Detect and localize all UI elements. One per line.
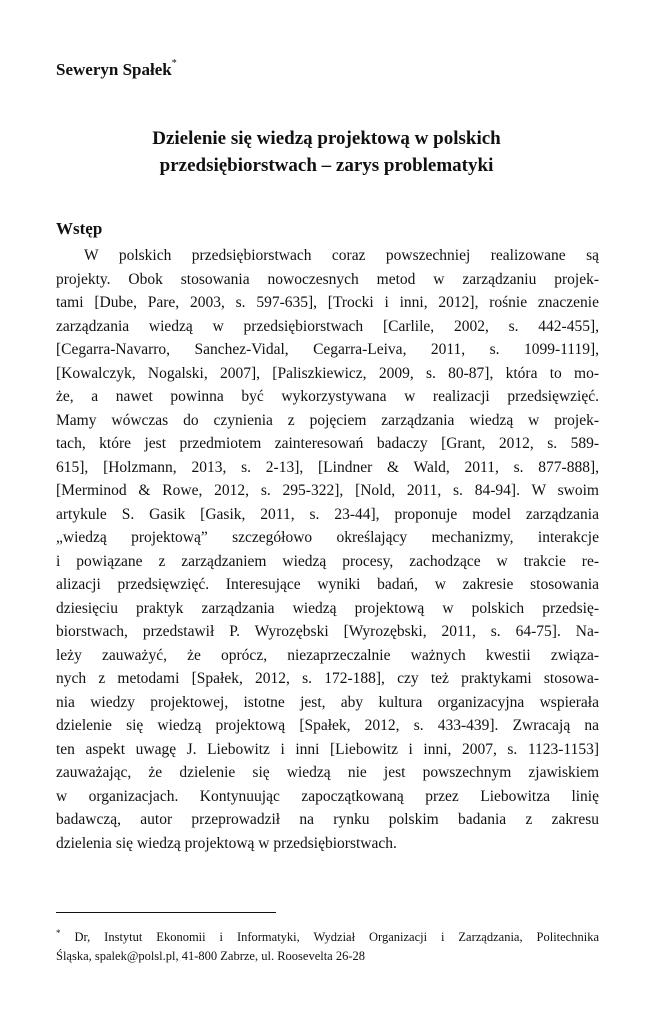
body-line: w organizacjach. Kontynuując zapoczątkowaną przez Liebowitza linię [56,787,599,805]
body-line: „wiedzą projektową” szczegółowo określający mechanizmy, interakcje [56,529,599,546]
section-heading: Wstęp [56,219,103,238]
body-line: [Kowalczyk, Nogalski, 2007], [Paliszkiewicz, 2009, s. 80-87], która to mo- [56,364,599,382]
body-line: biorstwach, przedstawił P. Wyrozębski [Wyrozębski, 2011, s. 64-75]. Na- [56,623,599,640]
body-line: i powiązane z zarządzaniem wiedzą procesy, zachodzące w trakcie re- [56,552,599,570]
body-line: tami [Dube, Pare, 2003, s. 597-635], [Trocki i inni, 2012], rośnie znaczenie [56,294,599,311]
body-line: badawczą, autor przeprowadził na rynku polskim badania z zakresu [56,811,599,828]
body-line: tach, które jest przedmiotem zainteresowań badaczy [Grant, 2012, s. 589- [56,435,599,452]
body-line: projekty. Obok stosowania nowoczesnych metod w zarządzaniu projek- [56,270,599,288]
body-line: [Cegarra-Navarro, Sanchez-Vidal, Cegarra-Leiva, 2011, s. 1099-1119], [56,341,599,358]
footnote-divider [56,912,276,913]
body-paragraph [56,244,599,855]
body-line: nych z metodami [Spałek, 2012, s. 172-188], czy też praktykami stosowa- [56,670,599,687]
footnote-line-1 [56,924,599,947]
body-line: artykule S. Gasik [Gasik, 2011, s. 23-44], proponuje model zarządzania [56,505,599,523]
body-line: leży zauważyć, że oprócz, niezaprzeczalnie ważnych kwestii związa- [56,646,599,664]
paper-title-line-2: przedsiębiorstwach – zarys problematyki [159,155,494,176]
footnote-line-1-text: Dr, Instytut Ekonomii i Informatyki, Wydział Organizacji i Zarządzania, Politechnika [74,930,600,945]
author-footnote-marker: * [171,58,177,70]
footnote-line-2: Śląska, spalek@polsl.pl, 41-800 Zabrze, ul. Roosevelta 26-28 [56,949,366,964]
body-line: 615], [Holzmann, 2013, s. 2-13], [Lindner & Wald, 2011, s. 877-888], [56,458,599,476]
body-line: dziesięciu praktyk zarządzania wiedzą projektową w polskich przedsię- [56,599,599,617]
paper-title-line-1: Dzielenie się wiedzą projektową w polskich [152,128,501,149]
body-line: zarządzania wiedzą w przedsiębiorstwach [Carlile, 2002, s. 442-455], [56,317,599,335]
body-line: zauważając, że dzielenie się wiedzą nie jest powszechnym zjawiskiem [56,764,599,781]
body-line: alizacji przedsięwzięć. Interesujące wyniki badań, w zakresie stosowania [56,576,599,593]
body-line: Mamy wówczas do czynienia z pojęciem zarządzania wiedzą w projek- [56,411,599,429]
body-line: dzielenie się wiedzą projektową [Spałek, 2012, s. 433-439]. Zwracają na [56,717,599,734]
body-line: dzielenia się wiedzą projektową w przedsiębiorstwach. [56,834,397,852]
paper-title [56,125,597,179]
body-line: nia wiedzy projektowej, istotne jest, aby kultura organizacyjna wspierała [56,693,599,711]
body-line: [Merminod & Rowe, 2012, s. 295-322], [Nold, 2011, s. 84-94]. W swoim [56,482,599,499]
footnote-marker: * [56,928,61,938]
body-line: W polskich przedsiębiorstwach coraz powszechniej realizowane są [84,247,599,264]
author-name-text: Seweryn Spałek [56,60,172,79]
footnote [56,924,599,966]
body-line: że, a nawet powinna być wykorzystywana w realizacji przedsięwzięć. [56,388,599,405]
body-line: ten aspekt uwagę J. Liebowitz i inni [Liebowitz i inni, 2007, s. 1123-1153] [56,740,599,758]
author-name [56,60,177,80]
